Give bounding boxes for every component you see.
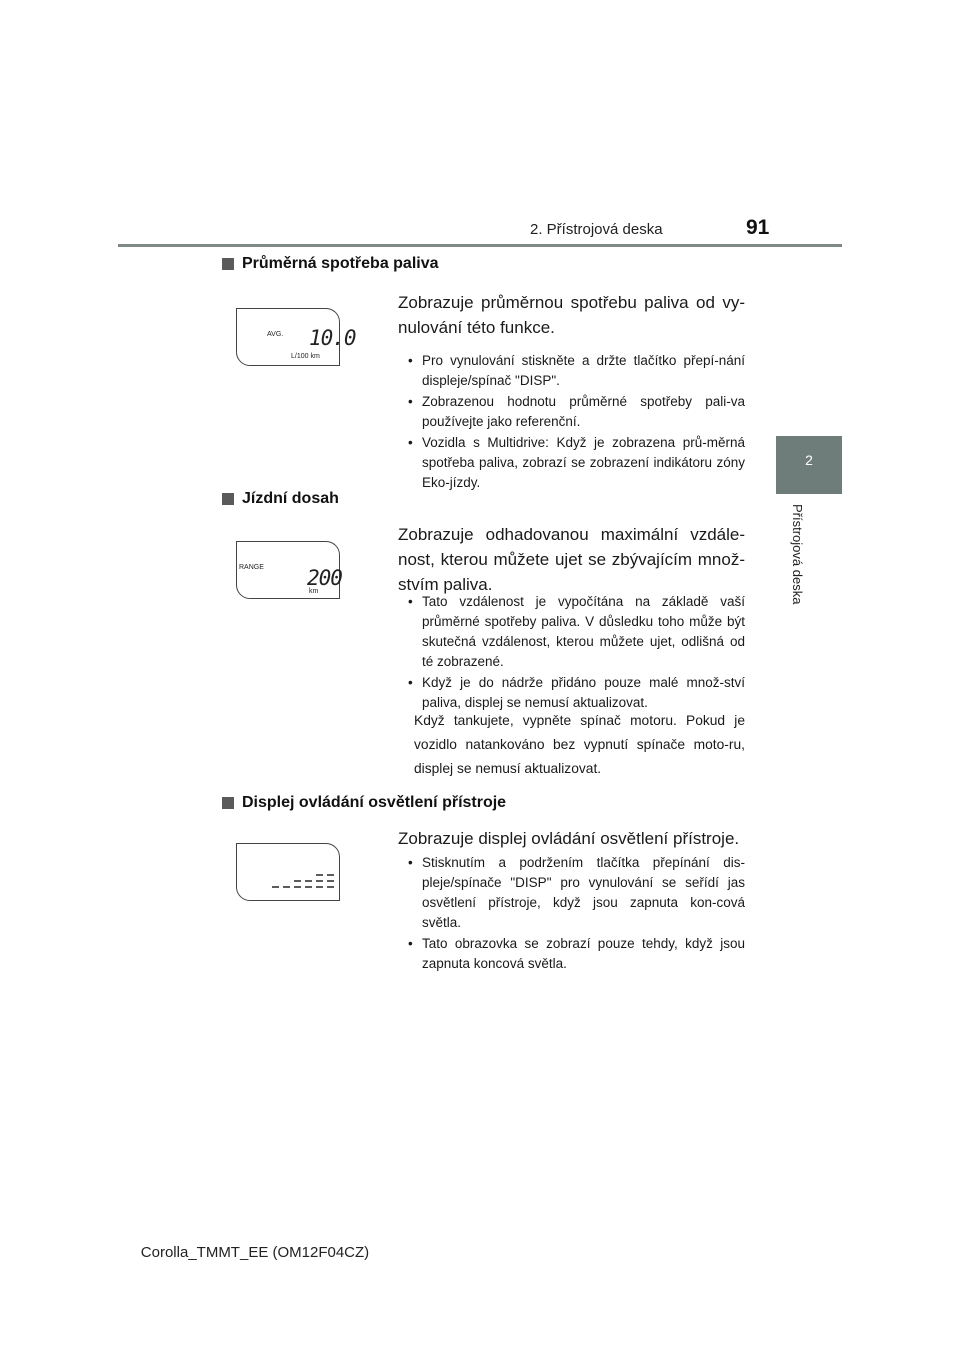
- range-display-illustration: [236, 541, 340, 599]
- bullet-item: • Tato vzdálenost je vypočítána na základě vaší průměrné spotřeby paliva. V důsledku toho může být skutečná vzdálenost, kterou můžete ujet, odlišná od té zobrazené.: [408, 594, 745, 669]
- heading-square-icon: [222, 258, 234, 270]
- section-heading-avg-fuel: [222, 255, 439, 273]
- refuel-note: Když tankujete, vypněte spínač motoru. Pokud je vozidlo natankováno bez vypnutí spínače moto-ru, displej se nemusí aktualizovat.: [414, 713, 745, 776]
- bullet-item: • Zobrazenou hodnotu průměrné spotřeby pali-va používejte jako referenční.: [408, 394, 745, 429]
- display-value: 10.0: [309, 326, 356, 350]
- section-heading-text: Průměrná spotřeba paliva: [242, 255, 439, 272]
- display-unit: L/100 km: [291, 353, 320, 360]
- display-unit: km: [309, 588, 319, 595]
- heading-square-icon: [222, 493, 234, 505]
- brightness-level-segments-icon: [236, 843, 340, 901]
- chapter-tab-label: Přístrojová deska: [790, 504, 805, 605]
- brightness-display-illustration: [236, 843, 340, 901]
- page-number: 91: [746, 216, 770, 239]
- bullet-item: • Tato obrazovka se zobrazí pouze tehdy, když jsou zapnuta koncová světla.: [408, 936, 745, 971]
- bullet-item: • Pro vynulování stiskněte a držte tlačítko přepí-nání displeje/spínač "DISP".: [408, 353, 745, 388]
- bullet-item: • Vozidla s Multidrive: Když je zobrazena prů-měrná spotřeba paliva, zobrazí se zobrazení indikátoru zóny Eko-jízdy.: [408, 435, 745, 490]
- section-heading-range: [222, 490, 339, 508]
- display-value: 200: [307, 566, 342, 590]
- section-heading-instrument-lighting: [222, 794, 506, 812]
- display-label: AVG.: [267, 331, 284, 338]
- display-label: RANGE: [239, 564, 264, 571]
- bullet-list: [398, 592, 745, 714]
- chapter-tab-number: 2: [805, 452, 813, 468]
- section-heading-text: Displej ovládání osvětlení přístroje: [242, 794, 507, 811]
- bullet-list: [398, 853, 745, 975]
- chapter-tab: [776, 436, 842, 494]
- section-lead-text: Zobrazuje displej ovládání osvětlení přístroje.: [398, 829, 740, 848]
- bullet-list: [398, 351, 745, 494]
- section-lead-text: Zobrazuje průměrnou spotřebu paliva od vy-nulování této funkce.: [398, 293, 745, 337]
- section-lead-text: Zobrazuje odhadovanou maximální vzdále-nost, kterou můžete ujet se zbývajícím množ-stvím paliva.: [398, 525, 745, 594]
- bullet-item: • Když je do nádrže přidáno pouze malé množ-ství paliva, displej se nemusí aktualizovat.: [408, 675, 745, 710]
- avg-fuel-display-illustration: [236, 308, 356, 366]
- footer-manual-code: Corolla_TMMT_EE (OM12F04CZ): [140, 1244, 370, 1261]
- bullet-item: • Stisknutím a podržením tlačítka přepínání dis-pleje/spínače "DISP" pro vynulování se seřídí jas osvětlení přístroje, když jsou zapnuta kon-cová světla.: [408, 855, 745, 930]
- heading-square-icon: [222, 797, 234, 809]
- section-heading-text: Jízdní dosah: [242, 490, 339, 507]
- header-section-title: 2. Přístrojová deska: [530, 221, 663, 238]
- header-rule: [118, 244, 842, 247]
